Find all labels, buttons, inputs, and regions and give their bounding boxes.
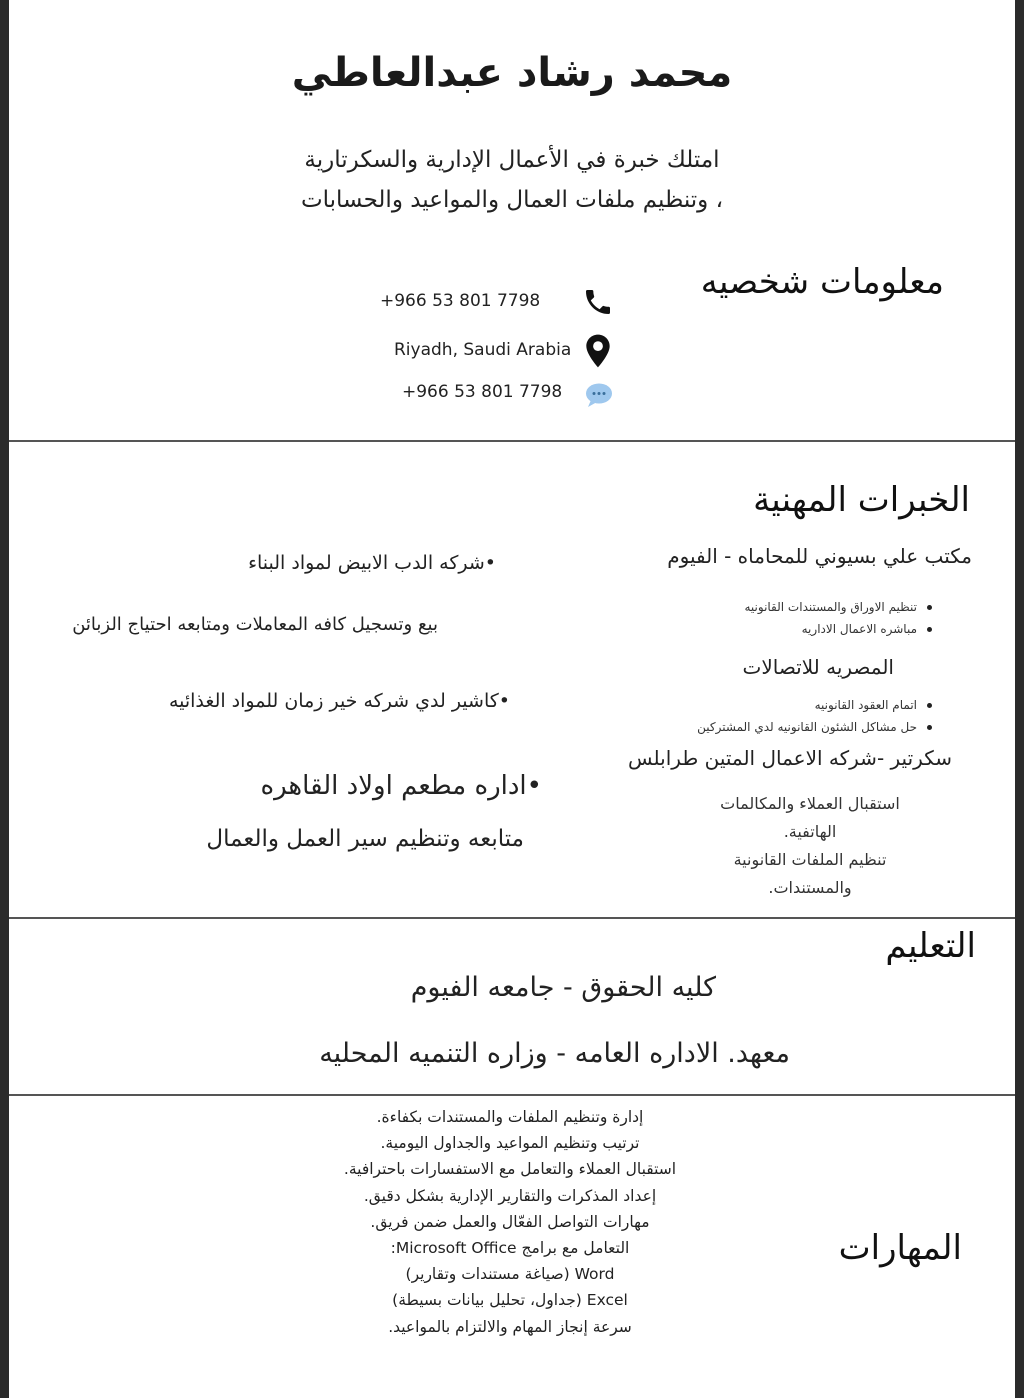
location-text: Riyadh, Saudi Arabia xyxy=(394,340,572,360)
bullet xyxy=(927,605,932,610)
list-item: تنظيم الاوراق والمستندات القانونيه xyxy=(744,596,932,618)
education-item: كليه الحقوق - جامعه الفيوم xyxy=(410,972,716,1003)
list-item: حل مشاكل الشئون القانونيه لدي المشتركين xyxy=(697,716,932,738)
summary xyxy=(0,140,1024,220)
skill-item: التعامل مع برامج Microsoft Office: xyxy=(390,1239,630,1258)
job-title-cashier: •كاشير لدي شركه خير زمان للمواد الغذائيه xyxy=(168,690,510,712)
job-desc-restaurant: متابعه وتنظيم سير العمل والعمال xyxy=(206,826,524,852)
job-title-restaurant: •اداره مطعم اولاد القاهره xyxy=(260,771,542,801)
job-desc-secretary: استقبال العملاء والمكالمات الهاتفية. تنظيم الملفات القانونية والمستندات. xyxy=(720,794,900,897)
job-title-secretary: سكرتير -شركه الاعمال المتين طرابلس xyxy=(628,746,952,770)
summary-line: ، وتنظيم ملفات العمال والمواعيد والحسابات xyxy=(300,187,724,213)
phone-icon xyxy=(582,286,614,318)
job-title-white-bear: •شركه الدب الابيض لمواد البناء xyxy=(248,552,496,574)
section-divider xyxy=(9,440,1015,442)
skill-item: سرعة إنجاز المهام والالتزام بالمواعيد. xyxy=(388,1317,632,1336)
skills-list xyxy=(260,1104,760,1340)
location-pin-icon xyxy=(584,333,612,369)
job-bullets-bassiouni xyxy=(744,596,932,640)
chat-bubble-icon xyxy=(585,382,613,408)
phone-number: +966 53 801 7798 xyxy=(380,291,541,311)
bullet xyxy=(927,703,932,708)
skill-item: استقبال العملاء والتعامل مع الاستفسارات باحترافية. xyxy=(343,1160,677,1179)
skills-title: المهارات xyxy=(838,1228,962,1268)
personal-info-title: معلومات شخصيه xyxy=(700,262,944,302)
skill-item: Excel (جداول، تحليل بيانات بسيطة) xyxy=(392,1291,628,1310)
section-divider xyxy=(9,1094,1015,1096)
skill-item: إعداد المذكرات والتقارير الإدارية بشكل دقيق. xyxy=(363,1186,657,1205)
job-title-telecom: المصريه للاتصالات xyxy=(742,655,894,679)
summary-line: امتلك خبرة في الأعمال الإدارية والسكرتارية xyxy=(304,147,720,173)
skill-item: Word (صياغة مستندات وتقارير) xyxy=(405,1265,615,1284)
bullet xyxy=(927,725,932,730)
section-divider xyxy=(9,917,1015,919)
person-name: محمد رشاد عبدالعاطي xyxy=(291,50,733,96)
whatsapp-number: +966 53 801 7798 xyxy=(402,382,563,402)
education-title: التعليم xyxy=(885,926,976,966)
skill-item: ترتيب وتنظيم المواعيد والجداول اليومية. xyxy=(380,1134,640,1153)
experience-title: الخبرات المهنية xyxy=(753,480,970,520)
job-title-bassiouni: مكتب علي بسيوني للمحاماه - الفيوم xyxy=(667,544,972,568)
bullet xyxy=(927,627,932,632)
skill-item: مهارات التواصل الفعّال والعمل ضمن فريق. xyxy=(370,1212,650,1231)
skill-item: إدارة وتنظيم الملفات والمستندات بكفاءة. xyxy=(376,1108,644,1126)
list-item: اتمام العقود القانونيه xyxy=(697,694,932,716)
education-item: معهد. الاداره العامه - وزاره التنميه المحليه xyxy=(319,1038,790,1069)
list-item: مباشره الاعمال الاداريه xyxy=(744,618,932,640)
job-bullets-telecom xyxy=(697,694,932,738)
job-desc-white-bear: بيع وتسجيل كافه المعاملات ومتابعه احتياج الزبائن xyxy=(72,614,438,635)
